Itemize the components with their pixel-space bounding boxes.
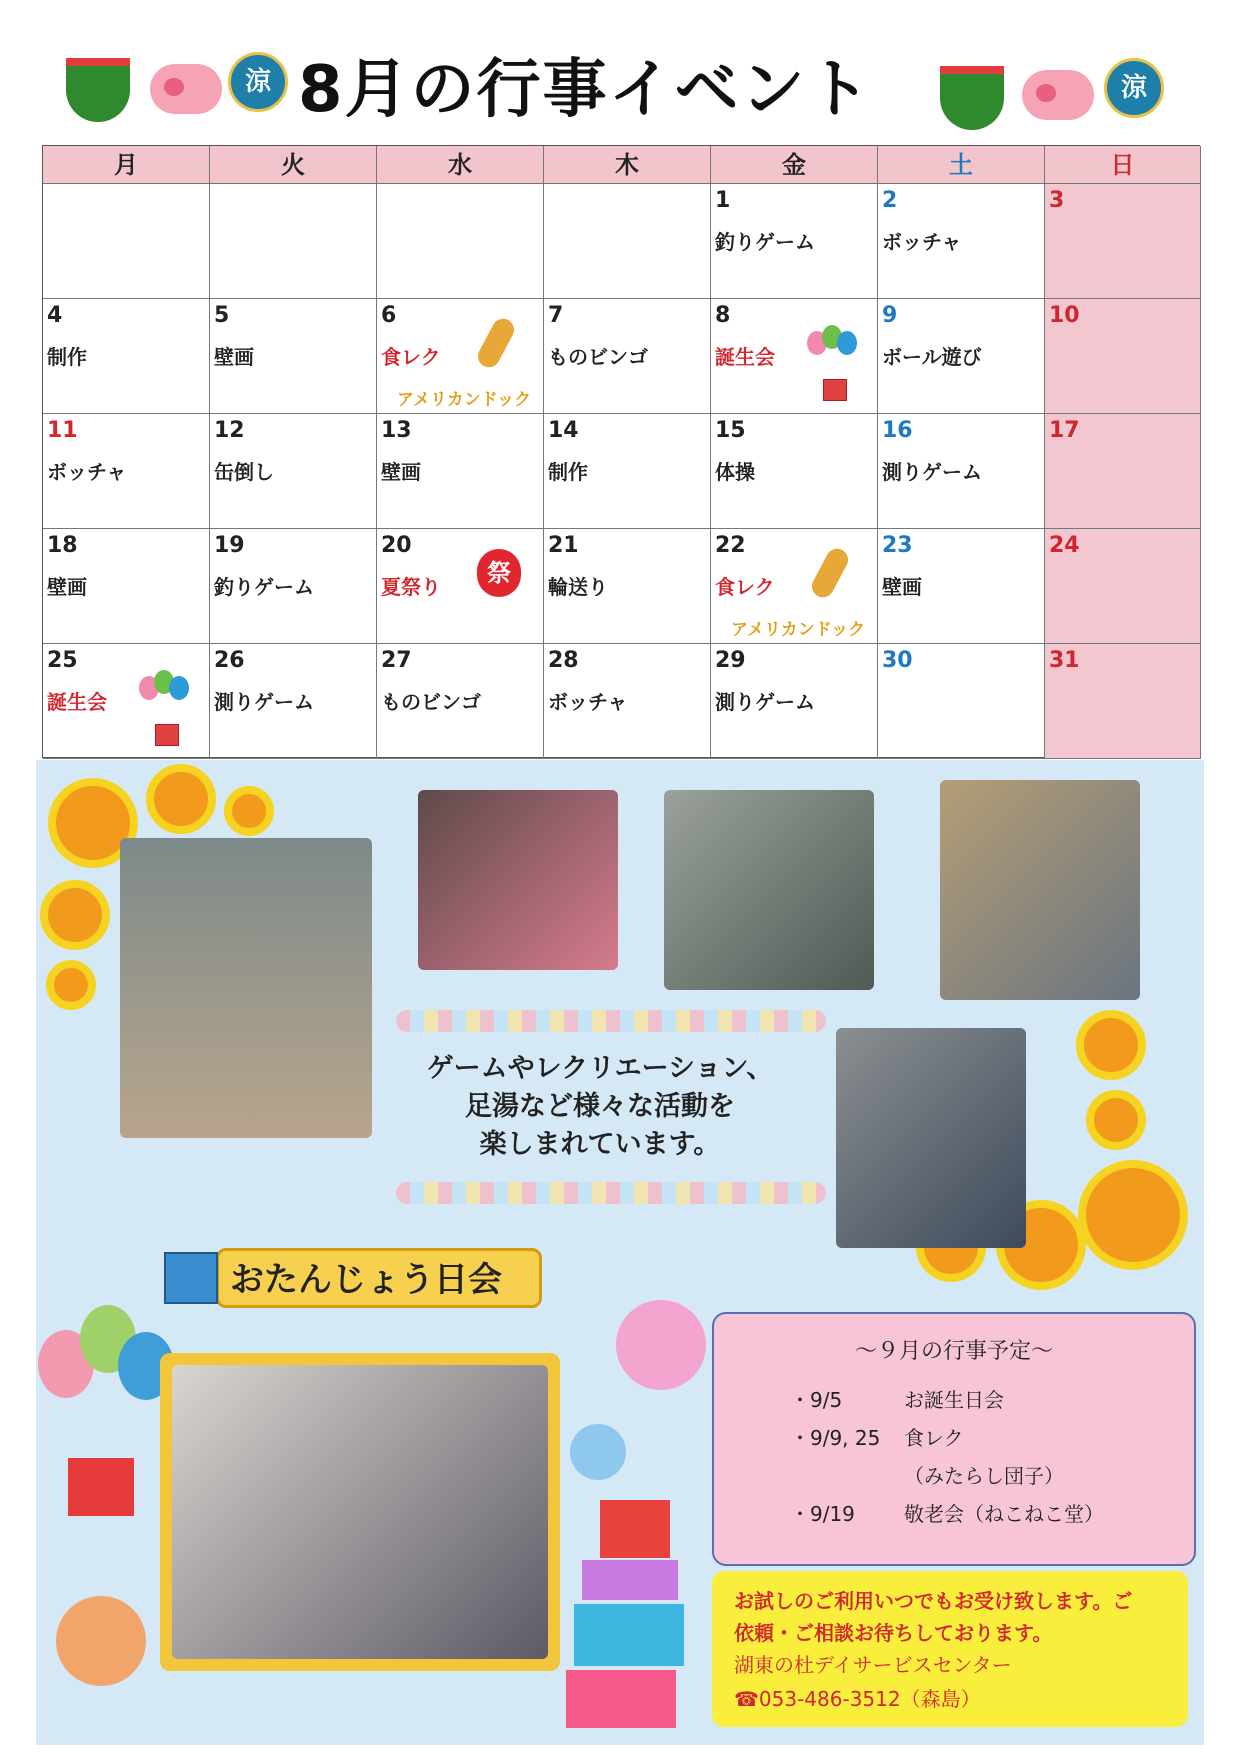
- day-number: 7: [548, 303, 564, 328]
- calendar-day-cell: [711, 184, 878, 299]
- calendar-day-cell: [43, 184, 210, 299]
- pig-mosquito-coil-icon: [1022, 70, 1094, 120]
- calendar-day-cell: [43, 644, 210, 759]
- calendar-day-cell: [878, 644, 1045, 759]
- day-event: 測りゲーム: [214, 690, 314, 714]
- calendar-day-cell: [1045, 644, 1201, 759]
- gift-icon: [574, 1604, 684, 1666]
- activity-photo-crafts: [940, 780, 1140, 1000]
- calendar-day-cell: [544, 529, 711, 644]
- contact-box: [712, 1571, 1188, 1727]
- day-event: 誕生会: [715, 345, 775, 369]
- message-line: 楽しまれています。: [479, 1129, 721, 1160]
- day-number: 3: [1049, 188, 1065, 213]
- day-number: 19: [214, 533, 245, 558]
- watermelon-icon: [66, 58, 130, 122]
- calendar-day-cell: [210, 184, 377, 299]
- day-event: 壁画: [381, 460, 421, 484]
- gift-icon: [600, 1500, 670, 1558]
- day-event: 缶倒し: [214, 460, 274, 484]
- contact-line: お試しのご利用いつでもお受け致します。ご: [734, 1589, 1133, 1613]
- day-event: 壁画: [47, 575, 87, 599]
- gift-icon: [155, 724, 179, 746]
- calendar-day-cell: [1045, 184, 1201, 299]
- day-event: 壁画: [214, 345, 254, 369]
- gift-icon: [566, 1670, 676, 1728]
- day-number: 10: [1049, 303, 1080, 328]
- sunflower-icon: [146, 764, 216, 834]
- day-event: ボッチャ: [882, 230, 962, 254]
- birthday-photo-frame: [160, 1353, 560, 1671]
- day-number: 4: [47, 303, 63, 328]
- day-event: ボール遊び: [882, 345, 982, 369]
- day-number: 15: [715, 418, 746, 443]
- day-number: 22: [715, 533, 746, 558]
- corn-dog-icon: [808, 545, 852, 601]
- weekday-header: 火: [210, 146, 377, 184]
- calendar-day-cell: [711, 529, 878, 644]
- birthday-banner: [160, 1238, 560, 1308]
- watermelon-icon: [940, 66, 1004, 130]
- calendar-day-cell: [544, 299, 711, 414]
- calendar-day-cell: [711, 644, 878, 759]
- calendar-day-cell: [210, 644, 377, 759]
- day-event: 制作: [47, 345, 87, 369]
- schedule-date: ・9/19: [790, 1502, 855, 1526]
- calendar-day-cell: [377, 299, 544, 414]
- day-event: ボッチャ: [47, 460, 127, 484]
- day-event: 夏祭り: [381, 575, 441, 599]
- weekday-header: 日: [1045, 146, 1201, 184]
- decorative-dots: [396, 1010, 826, 1032]
- flower-icon: [616, 1300, 706, 1390]
- gift-icon: [68, 1458, 134, 1516]
- calendar-day-cell: [1045, 299, 1201, 414]
- day-number: 28: [548, 648, 579, 673]
- day-number: 30: [882, 648, 913, 673]
- birthday-banner-text: おたんじょう日会: [230, 1260, 502, 1300]
- day-number: 29: [715, 648, 746, 673]
- weekday-header: 木: [544, 146, 711, 184]
- calendar-day-cell: [711, 414, 878, 529]
- uchiwa-fan-icon: 涼: [1104, 58, 1164, 118]
- calendar-day-cell: [878, 414, 1045, 529]
- activity-photo-doll: [418, 790, 618, 970]
- calendar-day-cell: [43, 529, 210, 644]
- gift-icon: [582, 1560, 678, 1600]
- day-number: 25: [47, 648, 78, 673]
- day-event: ボッチャ: [548, 690, 628, 714]
- day-number: 26: [214, 648, 245, 673]
- calendar-day-cell: [377, 644, 544, 759]
- gift-icon: [823, 379, 847, 401]
- event-note: アメリカンドック: [731, 620, 866, 640]
- activity-photo-plates: [120, 838, 372, 1138]
- calendar: [42, 145, 1200, 758]
- calendar-day-cell: [544, 184, 711, 299]
- calendar-day-cell: [43, 414, 210, 529]
- day-event: 測りゲーム: [882, 460, 982, 484]
- schedule-event-detail: （みたらし団子）: [904, 1464, 1064, 1488]
- day-event: ものビンゴ: [548, 345, 648, 369]
- weekday-header: 金: [711, 146, 878, 184]
- flower-icon: [56, 1596, 146, 1686]
- day-number: 14: [548, 418, 579, 443]
- calendar-day-cell: [544, 414, 711, 529]
- calendar-day-cell: [43, 299, 210, 414]
- sunflower-icon: [224, 786, 274, 836]
- day-event: 釣りゲーム: [214, 575, 314, 599]
- activity-photo-residents: [836, 1028, 1026, 1248]
- event-note: アメリカンドック: [397, 390, 532, 410]
- september-schedule: [712, 1312, 1196, 1566]
- day-number: 13: [381, 418, 412, 443]
- schedule-event: 食レク: [904, 1426, 964, 1450]
- day-event: 体操: [715, 460, 755, 484]
- day-number: 20: [381, 533, 412, 558]
- calendar-day-cell: [377, 184, 544, 299]
- day-event: 制作: [548, 460, 588, 484]
- activity-photo-drink: [664, 790, 874, 990]
- sunflower-icon: [1078, 1160, 1188, 1270]
- day-event: 食レク: [715, 575, 775, 599]
- message-line: ゲームやレクリエーション、: [426, 1053, 774, 1084]
- center-name: 湖東の杜デイサービスセンター: [734, 1653, 1012, 1677]
- calendar-day-cell: [1045, 414, 1201, 529]
- day-number: 17: [1049, 418, 1080, 443]
- gift-icon: [164, 1252, 218, 1304]
- birthday-photo: [172, 1365, 548, 1659]
- sunflower-icon: [40, 880, 110, 950]
- schedule-date: ・9/9, 25: [790, 1426, 881, 1450]
- sunflower-icon: [1076, 1010, 1146, 1080]
- flower-icon: [570, 1424, 626, 1480]
- page-title: 8月の行事イベント: [298, 53, 873, 127]
- day-number: 11: [47, 418, 78, 443]
- day-event: 誕生会: [47, 690, 107, 714]
- calendar-day-cell: [711, 299, 878, 414]
- calendar-day-cell: [544, 644, 711, 759]
- weekday-header: 月: [43, 146, 210, 184]
- day-event: 釣りゲーム: [715, 230, 815, 254]
- schedule-event: お誕生日会: [904, 1388, 1004, 1412]
- calendar-day-cell: [878, 184, 1045, 299]
- calendar-day-cell: [1045, 529, 1201, 644]
- message-line: 足湯など様々な活動を: [465, 1091, 735, 1122]
- september-title: ～９月の行事予定～: [854, 1339, 1053, 1364]
- day-number: 5: [214, 303, 230, 328]
- sunflower-icon: [1086, 1090, 1146, 1150]
- schedule-event: 敬老会（ねこねこ堂）: [904, 1502, 1104, 1526]
- weekday-header: 土: [878, 146, 1045, 184]
- calendar-day-cell: [377, 529, 544, 644]
- day-event: 測りゲーム: [715, 690, 815, 714]
- day-number: 6: [381, 303, 397, 328]
- day-number: 8: [715, 303, 731, 328]
- calendar-day-cell: [377, 414, 544, 529]
- pig-mosquito-coil-icon: [150, 64, 222, 114]
- header: [0, 0, 1241, 145]
- day-number: 31: [1049, 648, 1080, 673]
- day-event: 食レク: [381, 345, 441, 369]
- day-number: 16: [882, 418, 913, 443]
- corn-dog-icon: [474, 315, 518, 371]
- calendar-day-cell: [210, 529, 377, 644]
- day-number: 21: [548, 533, 579, 558]
- decorative-dots: [396, 1182, 826, 1204]
- activity-message: [380, 1050, 820, 1164]
- day-number: 2: [882, 188, 898, 213]
- festival-lantern-icon: 祭: [477, 549, 521, 597]
- day-number: 12: [214, 418, 245, 443]
- contact-line: 依頼・ご相談お待ちしております。: [734, 1621, 1053, 1645]
- day-event: ものビンゴ: [381, 690, 481, 714]
- day-number: 9: [882, 303, 898, 328]
- calendar-day-cell: [210, 299, 377, 414]
- calendar-day-cell: [878, 529, 1045, 644]
- weekday-header: 水: [377, 146, 544, 184]
- schedule-date: ・9/5: [790, 1388, 843, 1412]
- day-number: 18: [47, 533, 78, 558]
- uchiwa-fan-icon: 涼: [228, 52, 288, 112]
- day-event: 輪送り: [548, 575, 608, 599]
- day-number: 1: [715, 188, 731, 213]
- day-event: 壁画: [882, 575, 922, 599]
- day-number: 23: [882, 533, 913, 558]
- calendar-day-cell: [878, 299, 1045, 414]
- day-number: 24: [1049, 533, 1080, 558]
- day-number: 27: [381, 648, 412, 673]
- sunflower-icon: [46, 960, 96, 1010]
- phone-number: ☎053-486-3512（森島）: [734, 1687, 981, 1711]
- calendar-day-cell: [210, 414, 377, 529]
